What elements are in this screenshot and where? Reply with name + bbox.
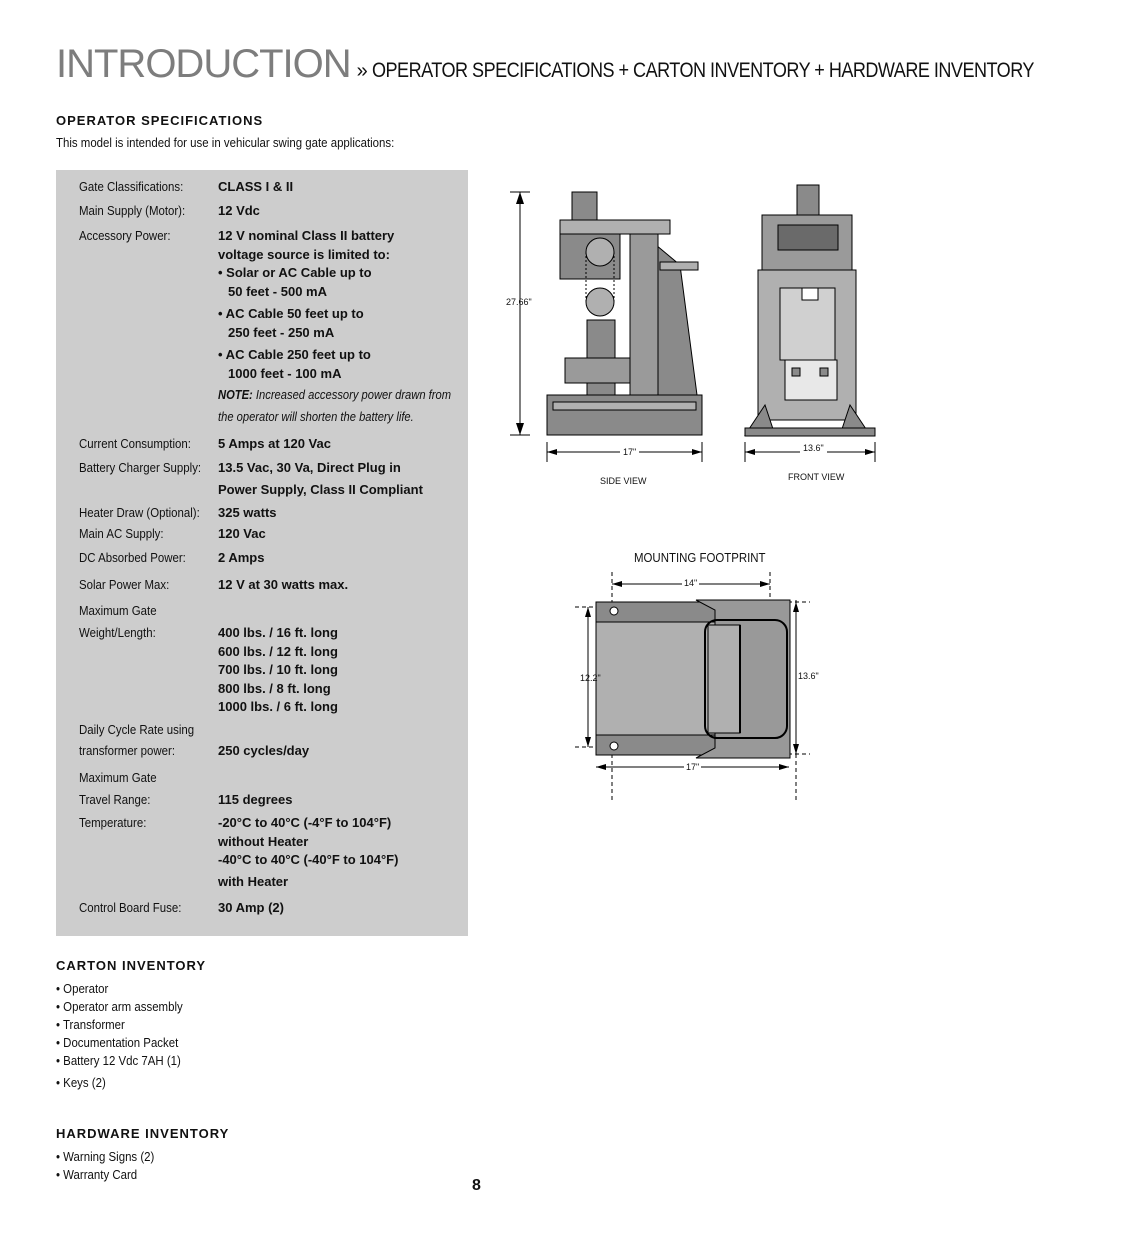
spec-value <box>218 624 463 717</box>
page-title <box>56 42 1035 87</box>
spec-line: 600 lbs. / 12 ft. long <box>218 643 338 659</box>
title-main: INTRODUCTION <box>56 42 351 86</box>
side-view-diagram <box>505 180 705 470</box>
front-view-diagram <box>740 180 880 470</box>
spec-label: Main Supply (Motor): <box>79 203 186 218</box>
front-width-label: 13.6" <box>800 443 827 453</box>
title-separator: » <box>356 60 368 82</box>
note-label: NOTE: <box>218 387 253 402</box>
list-item: • Warning Signs (2) <box>56 1149 155 1164</box>
spec-label: Travel Range: <box>79 792 151 807</box>
spec-label: Maximum Gate <box>79 603 157 618</box>
operator-specs-heading: OPERATOR SPECIFICATIONS <box>56 113 264 128</box>
spec-label: transformer power: <box>79 743 176 758</box>
spec-label: Control Board Fuse: <box>79 900 182 915</box>
list-item: • Battery 12 Vdc 7AH (1) <box>56 1053 181 1068</box>
fp-right-label: 13.6" <box>798 671 819 681</box>
spec-label: Gate Classifications: <box>79 179 184 194</box>
hardware-inventory-heading: HARDWARE INVENTORY <box>56 1126 230 1141</box>
title-subtitle: OPERATOR SPECIFICATIONS + CARTON INVENTORY + HARDWARE INVENTORY <box>372 59 1035 82</box>
spec-label: Temperature: <box>79 815 147 830</box>
operator-specs-intro: This model is intended for use in vehicular swing gate applications: <box>56 135 395 150</box>
spec-label: Battery Charger Supply: <box>79 460 202 475</box>
spec-line: 800 lbs. / 8 ft. long <box>218 680 331 696</box>
spec-line: • AC Cable 50 feet up to <box>218 306 364 321</box>
note-text: Increased accessory power drawn from <box>255 387 452 402</box>
page-number: 8 <box>472 1177 481 1194</box>
carton-inventory-heading: CARTON INVENTORY <box>56 958 207 973</box>
spec-line: with Heater <box>218 873 289 889</box>
spec-value: 120 Vac <box>218 526 266 541</box>
spec-line: 700 lbs. / 10 ft. long <box>218 662 338 677</box>
spec-label: Current Consumption: <box>79 436 191 451</box>
list-item: • Operator arm assembly <box>56 999 183 1014</box>
spec-label: Main AC Supply: <box>79 526 164 541</box>
spec-line: 250 feet - 250 mA <box>228 324 335 340</box>
spec-line: • AC Cable 250 feet up to <box>218 347 371 362</box>
spec-line: voltage source is limited to: <box>218 246 390 262</box>
spec-value <box>218 227 463 426</box>
fp-bottom-label: 17" <box>686 762 700 772</box>
side-width-label: 17" <box>620 447 639 457</box>
spec-value: 250 cycles/day <box>218 743 310 758</box>
fp-top-label: 14" <box>684 578 698 588</box>
spec-line: • Solar or AC Cable up to <box>218 265 372 280</box>
spec-value: 325 watts <box>218 505 277 520</box>
list-item: • Warranty Card <box>56 1167 138 1182</box>
hardware-inventory-list <box>56 1148 168 1184</box>
spec-line: Power Supply, Class II Compliant <box>218 481 423 497</box>
spec-line: -40°C to 40°C (-40°F to 104°F) <box>218 852 399 867</box>
spec-line: 400 lbs. / 16 ft. long <box>218 625 338 640</box>
spec-value: 12 Vdc <box>218 203 260 218</box>
spec-value: CLASS I & II <box>218 179 294 194</box>
spec-value: 115 degrees <box>218 792 293 807</box>
spec-value: 30 Amp (2) <box>218 900 284 915</box>
spec-label: DC Absorbed Power: <box>79 550 186 565</box>
list-item: • Documentation Packet <box>56 1035 179 1050</box>
spec-line: 50 feet - 500 mA <box>228 283 327 299</box>
spec-line: without Heater <box>218 833 309 849</box>
spec-line: -20°C to 40°C (-4°F to 104°F) <box>218 815 392 830</box>
spec-label: Heater Draw (Optional): <box>79 505 200 520</box>
list-item: • Operator <box>56 981 109 996</box>
list-item: • Keys (2) <box>56 1075 106 1090</box>
spec-value <box>218 814 463 891</box>
footprint-title: MOUNTING FOOTPRINT <box>634 550 766 565</box>
spec-value: 12 V at 30 watts max. <box>218 577 349 592</box>
side-view-label: SIDE VIEW <box>600 476 647 486</box>
fp-left-label: 12.2" <box>580 673 601 683</box>
spec-value: 5 Amps at 120 Vac <box>218 436 331 451</box>
spec-label: Solar Power Max: <box>79 577 170 592</box>
carton-inventory-list <box>56 980 200 1092</box>
spec-label: Weight/Length: <box>79 625 156 640</box>
side-height-label: 27.66" <box>506 297 532 307</box>
spec-label: Daily Cycle Rate using <box>79 722 195 737</box>
spec-value <box>218 459 463 499</box>
spec-label: Accessory Power: <box>79 228 171 243</box>
spec-line: 13.5 Vac, 30 Va, Direct Plug in <box>218 460 401 475</box>
spec-line: 1000 feet - 100 mA <box>228 365 342 381</box>
front-view-label: FRONT VIEW <box>788 472 845 482</box>
list-item: • Transformer <box>56 1017 125 1032</box>
spec-value: 2 Amps <box>218 550 265 565</box>
spec-note <box>218 386 452 405</box>
spec-label: Maximum Gate <box>79 770 157 785</box>
mounting-footprint-diagram <box>570 570 810 810</box>
note-text: the operator will shorten the battery life. <box>218 408 414 424</box>
spec-line: 12 V nominal Class II battery <box>218 228 395 243</box>
spec-line: 1000 lbs. / 6 ft. long <box>218 699 338 714</box>
